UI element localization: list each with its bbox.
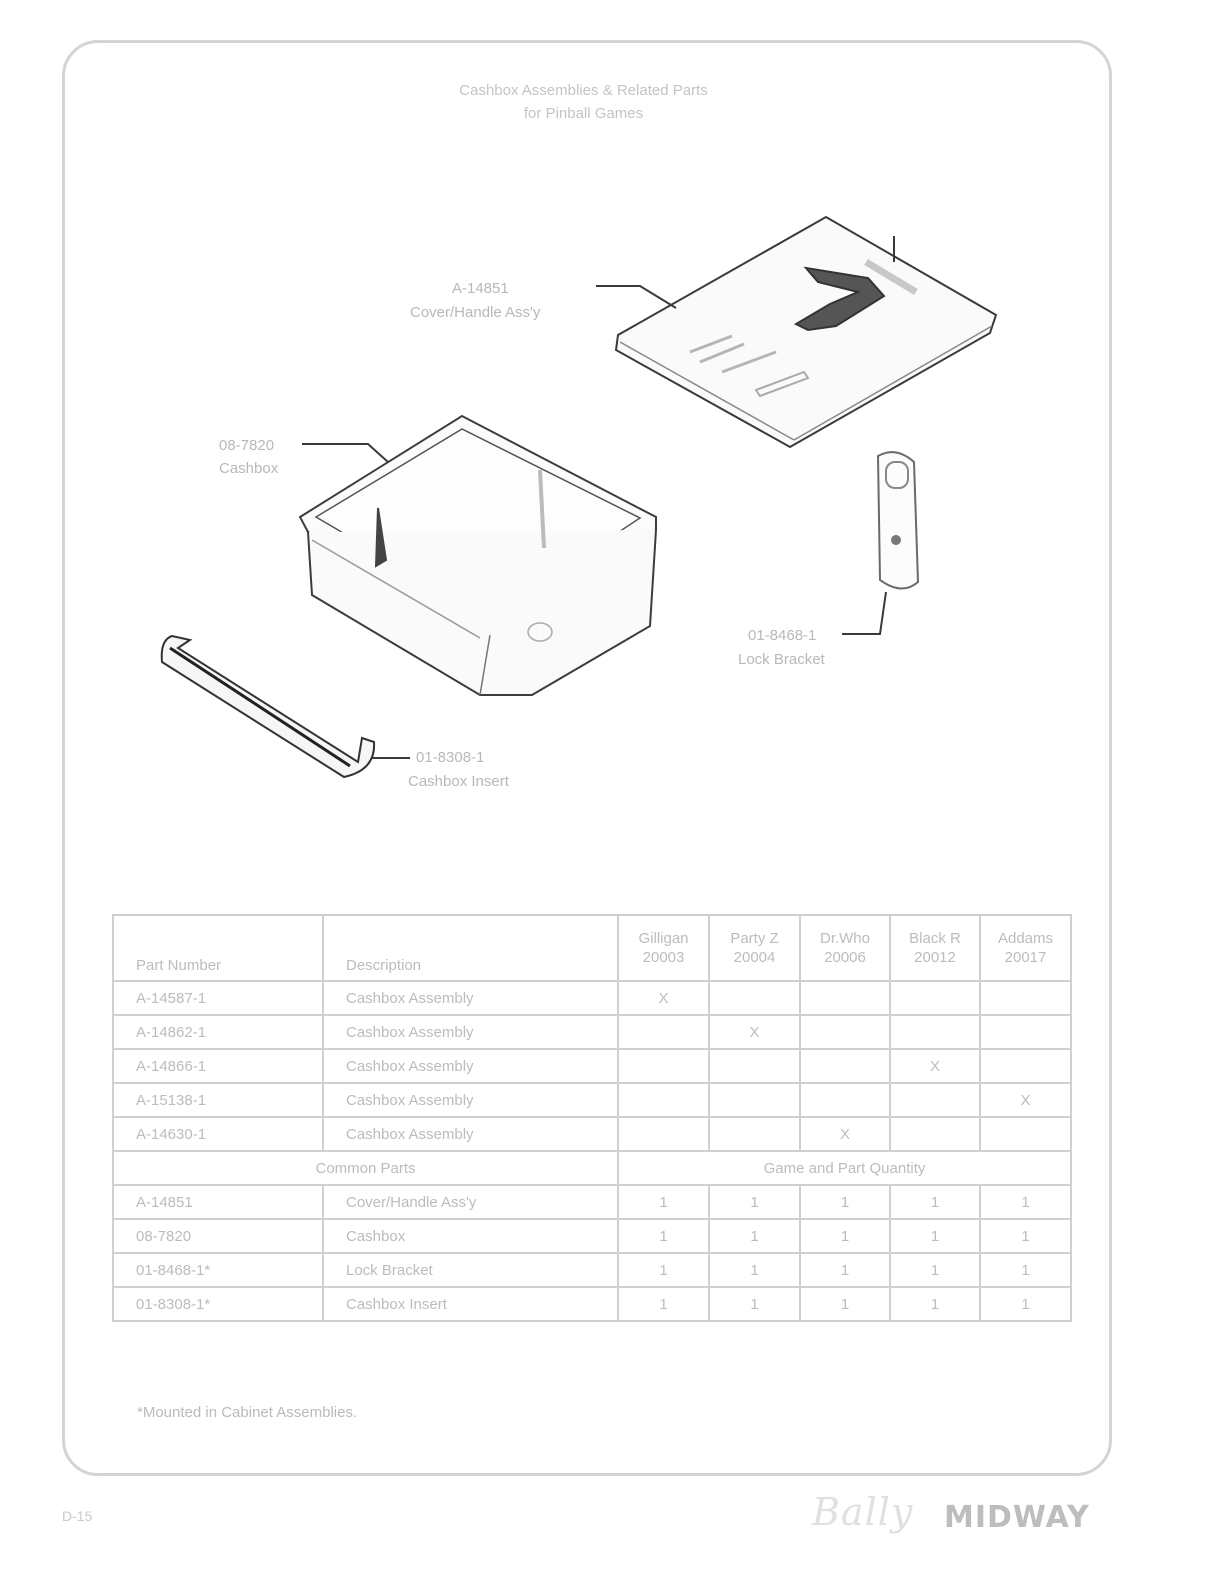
bally-midway-logo [812, 1490, 1102, 1540]
cover-description-label: Cover/Handle Ass'y [410, 304, 541, 321]
cover-handle-assembly-drawing [616, 217, 996, 447]
table-row: 01-8468-1* Lock Bracket 1 1 1 1 1 [113, 1253, 1071, 1287]
cashbox-insert-drawing [162, 636, 374, 777]
header-description: Description [323, 915, 618, 981]
cover-part-number-label: A-14851 [452, 280, 509, 297]
header-part-number: Part Number [113, 915, 323, 981]
footnote: *Mounted in Cabinet Assemblies. [137, 1404, 358, 1421]
table-header-row [113, 915, 1071, 981]
table-row: A-14862-1 Cashbox Assembly X [113, 1015, 1071, 1049]
page-number: D-15 [62, 1508, 93, 1524]
insert-part-number-label: 01-8308-1 [416, 749, 485, 766]
header-game: Addams 20017 [980, 915, 1071, 981]
table-row: A-15138-1 Cashbox Assembly X [113, 1083, 1071, 1117]
table-row: A-14866-1 Cashbox Assembly X [113, 1049, 1071, 1083]
table-row: A-14587-1 Cashbox Assembly X [113, 981, 1071, 1015]
cashbox-description-label: Cashbox [219, 460, 279, 477]
header-game: Dr.Who 20006 [800, 915, 890, 981]
section-common-parts: Common Parts [113, 1151, 618, 1185]
page-title: Cashbox Assemblies & Related Parts [459, 82, 708, 99]
bracket-description-label: Lock Bracket [738, 651, 825, 668]
page-subtitle: for Pinball Games [523, 105, 644, 122]
header-game: Party Z 20004 [709, 915, 800, 981]
header-game: Black R 20012 [890, 915, 980, 981]
lock-bracket-drawing [878, 452, 918, 588]
header-game: Gilligan 20003 [618, 915, 709, 981]
cashbox-part-number-label: 08-7820 [219, 437, 275, 454]
table-row: 01-8308-1* Cashbox Insert 1 1 1 1 1 [113, 1287, 1071, 1321]
bracket-part-number-label: 01-8468-1 [748, 627, 817, 644]
section-game-quantity: Game and Part Quantity [618, 1151, 1071, 1185]
cashbox-drawing [300, 416, 656, 695]
parts-table [112, 914, 1072, 1322]
table-row: A-14630-1 Cashbox Assembly X [113, 1117, 1071, 1151]
table-section-header [113, 1151, 1071, 1185]
table-row: 08-7820 Cashbox 1 1 1 1 1 [113, 1219, 1071, 1253]
insert-description-label: Cashbox Insert [408, 773, 509, 790]
logo-brand: MIDWAY [944, 1500, 1090, 1535]
table-row: A-14851 Cover/Handle Ass'y 1 1 1 1 1 [113, 1185, 1071, 1219]
logo-script: Bally [812, 1490, 914, 1534]
